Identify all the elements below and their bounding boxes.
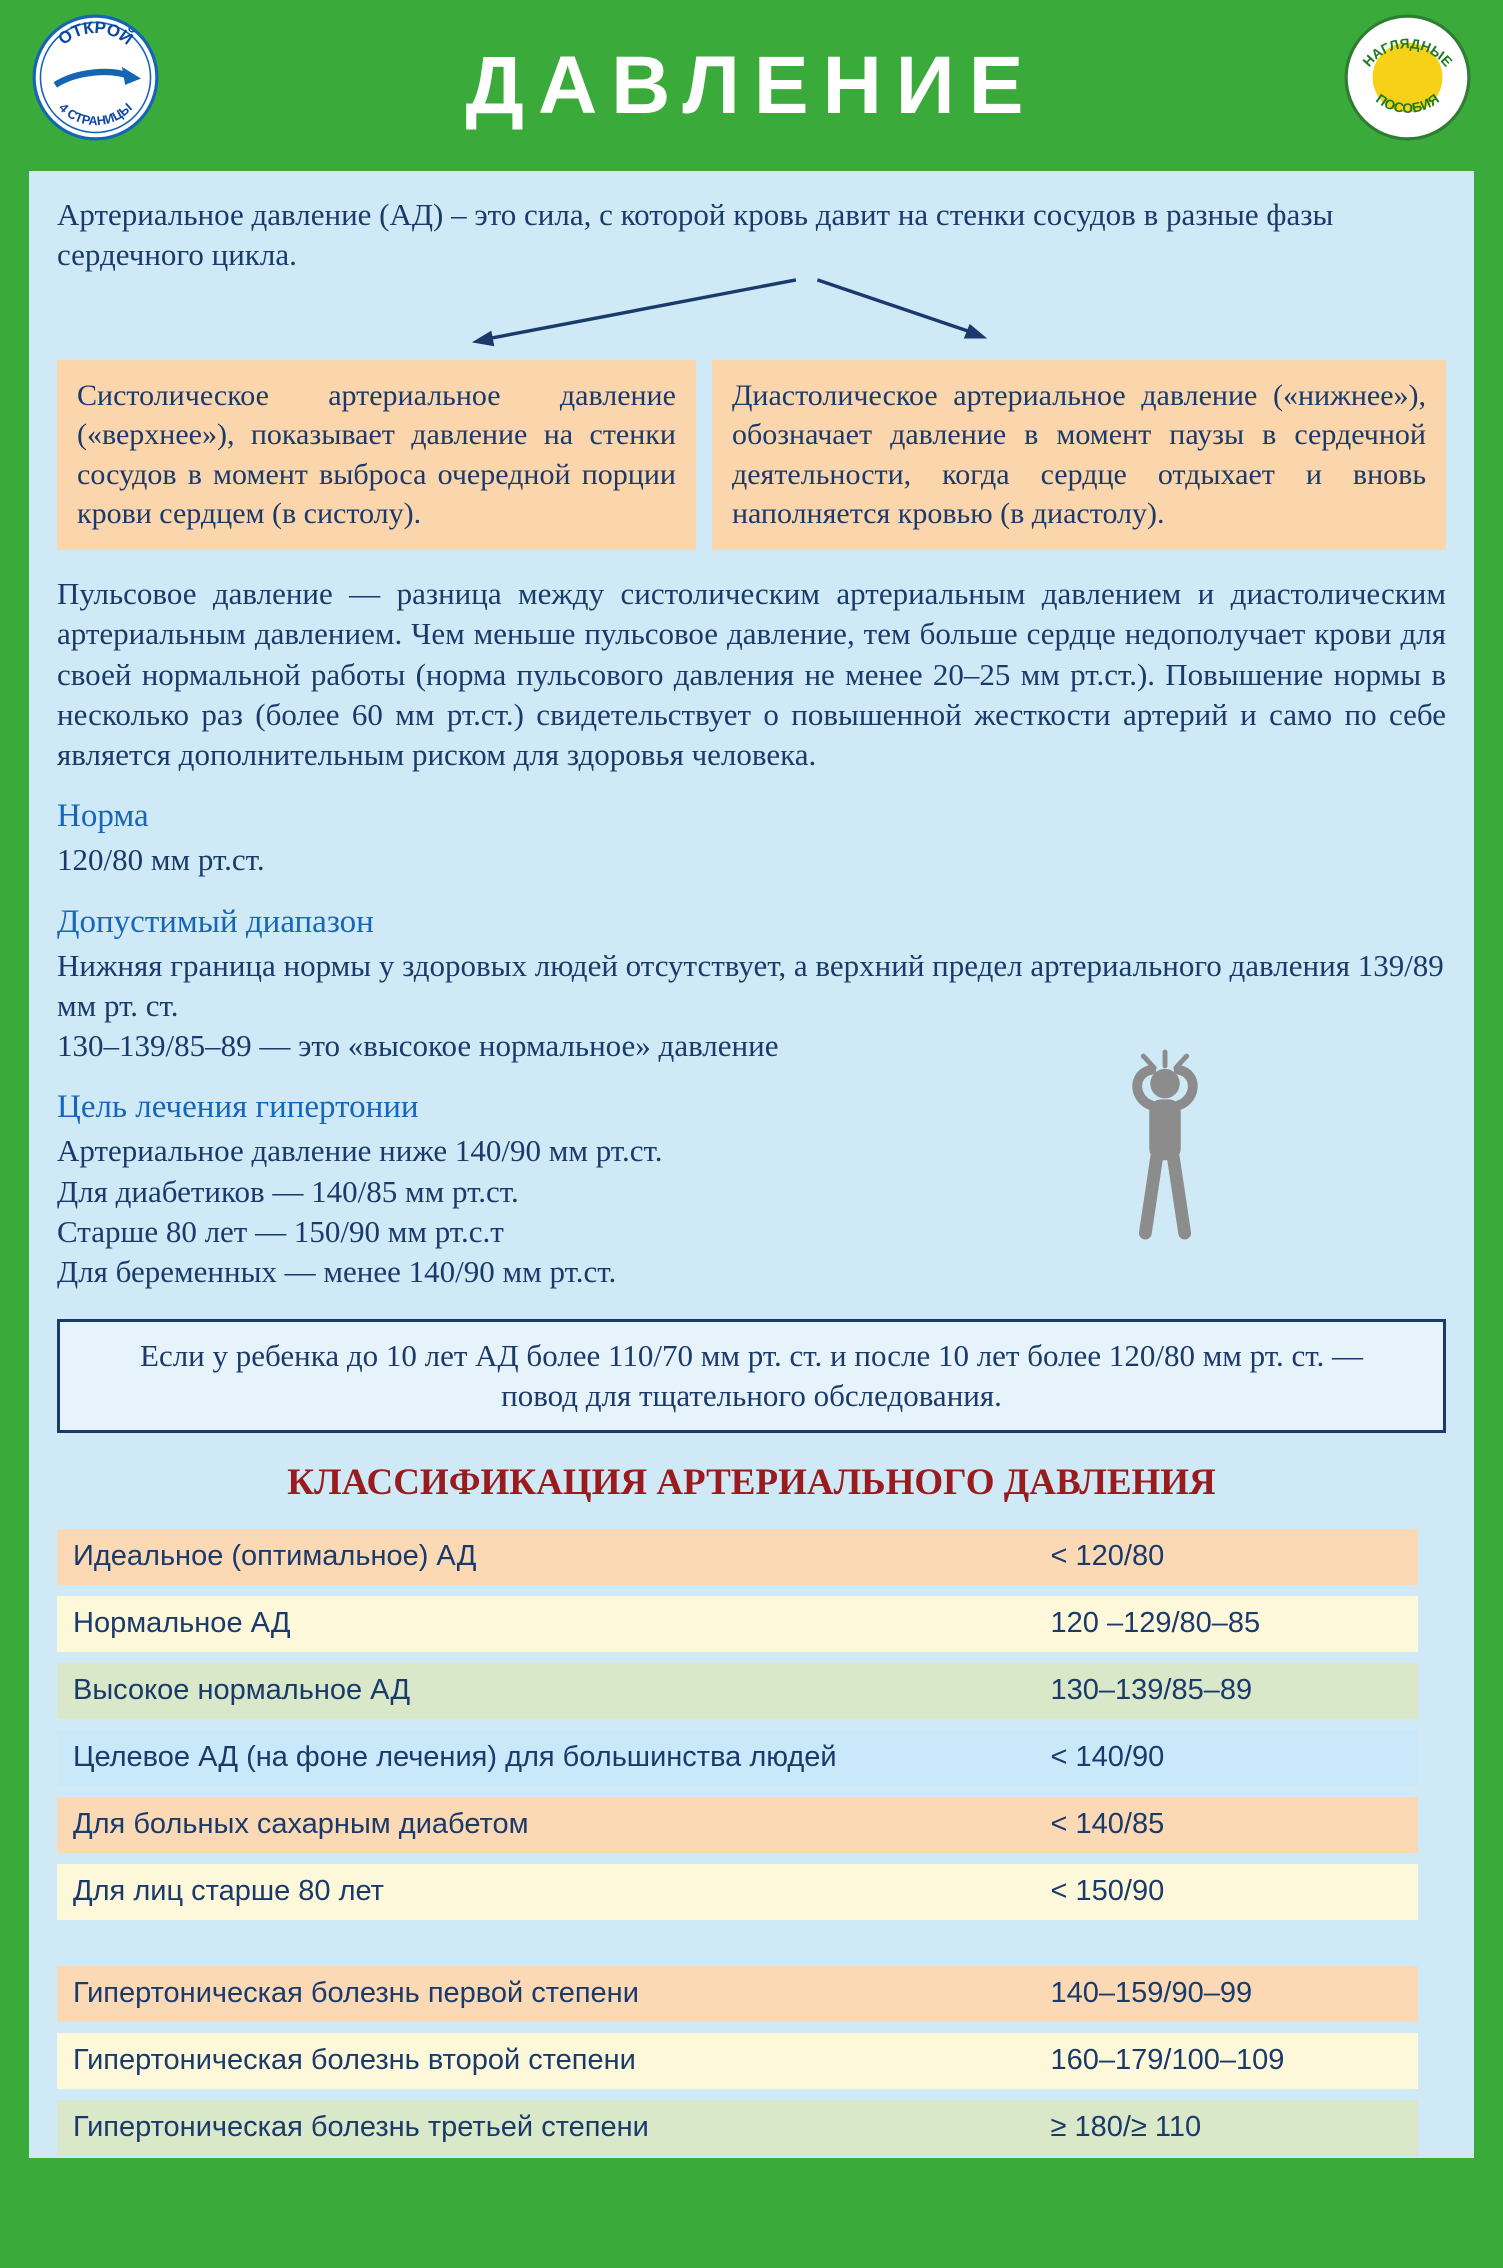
row-value: < 140/85	[1050, 1808, 1165, 1841]
systolic-definition-box: Систолическое артериальное давление («верхнее»), показывает давление на стенки сосудов в момент выброса очередной порции крови сердцем (в систолу).	[57, 360, 696, 550]
row-value: ≥ 180/≥ 110	[1050, 2111, 1202, 2144]
range-section	[57, 901, 1446, 1067]
row-label: Целевое АД (на фоне лечения) для большинства людей	[73, 1741, 837, 1774]
table-row	[57, 1529, 1418, 1585]
badge-right-bottom-text: ПОСОБИЯ	[1373, 91, 1442, 116]
diastolic-definition-box: Диастолическое артериальное давление («нижнее»), обозначает давление в момент паузы в сердечной деятельности, когда сердце отдыхает и вновь наполняется кровью (в диастолу).	[712, 360, 1446, 550]
goal-line: Артериальное давление ниже 140/90 мм рт.ст.	[57, 1133, 663, 1169]
table-row	[57, 2100, 1418, 2156]
norm-heading: Норма	[57, 798, 149, 835]
row-label: Нормальное АД	[73, 1607, 291, 1640]
range-line-2: 130–139/85–89 — это «высокое нормальное» давление	[57, 1028, 779, 1064]
intro-paragraph: Артериальное давление (АД) – это сила, с которой кровь давит на стенки сосудов в разные фазы сердечного цикла.	[57, 197, 1334, 273]
table-row	[57, 1663, 1418, 1719]
children-note-box: Если у ребенка до 10 лет АД более 110/70 мм рт. ст. и после 10 лет более 120/80 мм рт. ст. — повод для тщательного обследования.	[57, 1319, 1446, 1434]
badge-left-top-text: ОТКРОЙ	[54, 17, 137, 49]
table-row	[57, 1730, 1418, 1786]
classification-table	[57, 1529, 1418, 2156]
definition-boxes	[57, 360, 1446, 550]
page-title: ДАВЛЕНИЕ	[465, 39, 1038, 131]
row-label: Идеальное (оптимальное) АД	[73, 1540, 477, 1573]
table-row	[57, 1864, 1418, 1920]
row-label: Для лиц старше 80 лет	[73, 1875, 384, 1908]
table-row	[57, 2033, 1418, 2089]
badge-left-bottom-text: 4 СТРАНИЦЫ	[56, 100, 135, 129]
badge-right-top-text: НАГЛЯДНЫЕ	[1359, 35, 1456, 70]
goal-line: Старше 80 лет — 150/90 мм рт.с.т	[57, 1213, 504, 1249]
row-label: Гипертоническая болезнь первой степени	[73, 1977, 639, 2010]
table-row	[57, 1797, 1418, 1853]
split-arrows-icon	[57, 276, 1446, 358]
table-row	[57, 1966, 1418, 2022]
pulse-pressure-paragraph: Пульсовое давление — разница между систолическим артериальным давлением и диастолическим артериальным давлением. Чем меньше пульсовое давление, тем больше сердце недополучает крови для своей нормальной работы (норма пульсового давления не менее 20–25 мм рт.ст.). Повышение нормы в несколько раз (более 60 мм рт.ст.) свидетельствует о повышенной жесткости артерий и само по себе является дополнительным риском для здоровья человека.	[57, 575, 1446, 773]
row-label: Гипертоническая болезнь третьей степени	[73, 2111, 649, 2144]
row-label: Для больных сахарным диабетом	[73, 1808, 529, 1841]
norm-section	[57, 795, 1446, 880]
visual-aids-badge	[1344, 14, 1471, 141]
goal-heading: Цель лечения гипертонии	[57, 1089, 419, 1126]
classification-title: КЛАССИФИКАЦИЯ АРТЕРИАЛЬНОГО ДАВЛЕНИЯ	[287, 1462, 1216, 1504]
goal-line: Для беременных — менее 140/90 мм рт.ст.	[57, 1254, 617, 1290]
row-value: < 150/90	[1050, 1875, 1165, 1908]
goal-line: Для диабетиков — 140/85 мм рт.ст.	[57, 1173, 519, 1209]
row-value: < 120/80	[1050, 1540, 1165, 1573]
row-label: Гипертоническая болезнь второй степени	[73, 2044, 636, 2077]
range-heading: Допустимый диапазон	[57, 903, 374, 940]
content-area	[29, 171, 1474, 2158]
row-value: 140–159/90–99	[1050, 1977, 1253, 2010]
headache-person-icon	[1106, 1044, 1224, 1251]
row-value: 160–179/100–109	[1050, 2044, 1285, 2077]
open-4-pages-badge	[32, 14, 159, 141]
header	[0, 0, 1503, 171]
row-value: 120 –129/80–85	[1050, 1607, 1261, 1640]
norm-value: 120/80 мм рт.ст.	[57, 842, 265, 878]
range-line-1: Нижняя граница нормы у здоровых людей отсутствует, а верхний предел артериального давления 139/89 мм рт. ст.	[57, 947, 1444, 1023]
treatment-goal-section	[57, 1086, 1446, 1292]
table-row	[57, 1596, 1418, 1652]
row-label: Высокое нормальное АД	[73, 1674, 411, 1707]
row-value: 130–139/85–89	[1050, 1674, 1253, 1707]
row-value: < 140/90	[1050, 1741, 1165, 1774]
